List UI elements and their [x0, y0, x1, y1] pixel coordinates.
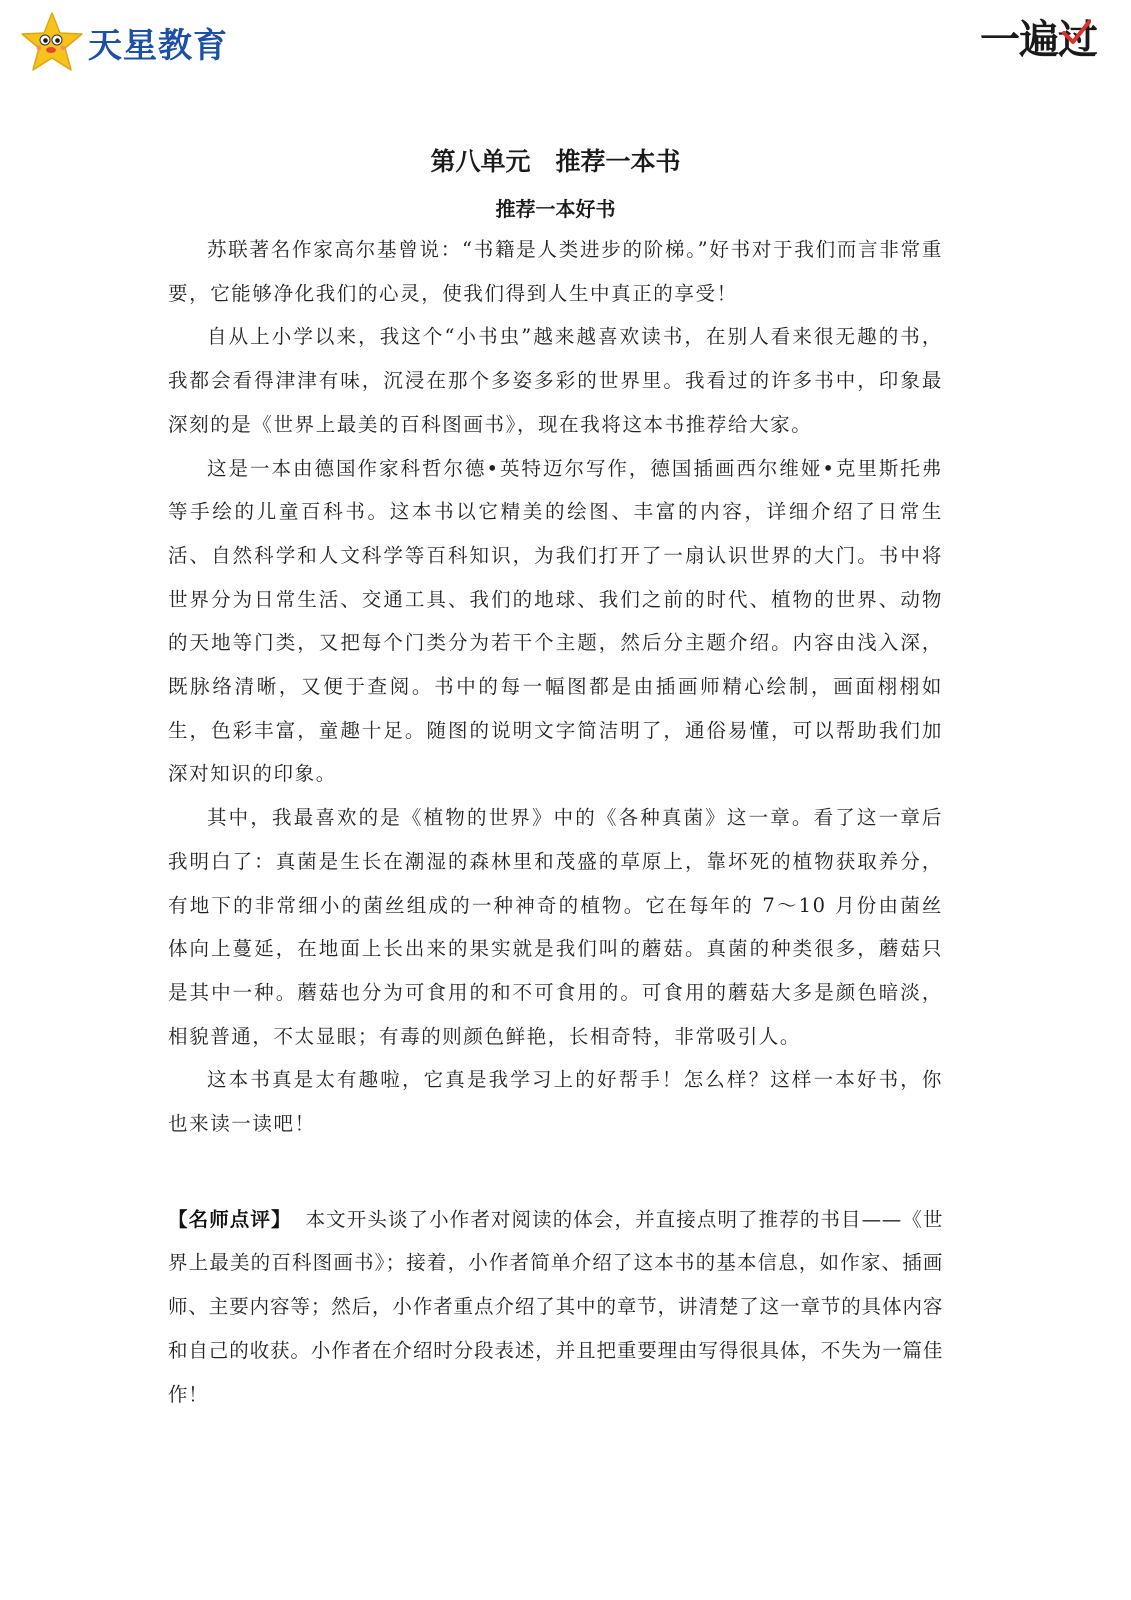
review-label: 【名师点评】	[168, 1207, 292, 1231]
brand-logo	[20, 10, 228, 74]
star-mascot-icon	[20, 10, 84, 74]
document-body	[168, 140, 943, 1416]
essay-title: 推荐一本好书	[495, 197, 616, 221]
red-check-icon	[1059, 18, 1093, 48]
series-brand-text: 一遍过	[980, 17, 1097, 63]
essay-paragraph: 这是一本由德国作家科哲尔德•英特迈尔写作，德国插画西尔维娅•克里斯托弗等手绘的儿童百科书。这本书以它精美的绘图、丰富的内容，详细介绍了日常生活、自然科学和人文科学等百科知识，为我们打开了一扇认识世界的大门。书中将世界分为日常生活、交通工具、我们的地球、我们之前的时代、植物的世界、动物的天地等门类，又把每个门类分为若干个主题，然后分主题介绍。内容由浅入深，既脉络清晰，又便于查阅。书中的每一幅图都是由插画师精心绘制，画面栩栩如生，色彩丰富，童趣十足。随图的说明文字简洁明了，通俗易懂，可以帮助我们加深对知识的印象。	[168, 456, 943, 786]
review-text: 本文开头谈了小作者对阅读的体会，并直接点明了推荐的书目——《世界上最美的百科图画书》；接着，小作者简单介绍了这本书的基本信息，如作家、插画师、主要内容等；然后，小作者重点介绍了其中的章节，讲清楚了这一章节的具体内容和自己的收获。小作者在介绍时分段表述，并且把重要理由写得很具体，不失为一篇佳作！	[168, 1207, 943, 1406]
brand-logo-text: 天星教育	[88, 25, 228, 66]
essay-text	[168, 228, 943, 1146]
page-header	[0, 0, 1131, 90]
essay-paragraph: 自从上小学以来，我这个“小书虫”越来越喜欢读书，在别人看来很无趣的书，我都会看得津津有味，沉浸在那个多姿多彩的世界里。我看过的许多书中，印象最深刻的是《世界上最美的百科图画书》，现在我将这本书推荐给大家。	[168, 325, 943, 436]
essay-paragraph: 苏联著名作家高尔基曾说：“书籍是人类进步的阶梯。”好书对于我们而言非常重要，它能够净化我们的心灵，使我们得到人生中真正的享受！	[168, 238, 943, 305]
unit-title: 第八单元 推荐一本书	[430, 147, 681, 176]
essay-paragraph: 其中，我最喜欢的是《植物的世界》中的《各种真菌》这一章。看了这一章后我明白了：真菌是生长在潮湿的森林里和茂盛的草原上，靠坏死的植物获取养分，有地下的非常细小的菌丝组成的一种神奇的植物。它在每年的 7～10 月份由菌丝体向上蔓延，在地面上长出来的果实就是我们叫的蘑菇。真菌的种类很多，蘑菇只是其中一种。蘑菇也分为可食用的和不可食用的。可食用的蘑菇大多是颜色暗淡，相貌普通，不太显眼；有毒的则颜色鲜艳，长相奇特，非常吸引人。	[168, 806, 943, 1048]
teacher-review	[168, 1198, 943, 1417]
essay-paragraph: 这本书真是太有趣啦，它真是我学习上的好帮手！怎么样？这样一本好书，你也来读一读吧！	[168, 1068, 943, 1136]
